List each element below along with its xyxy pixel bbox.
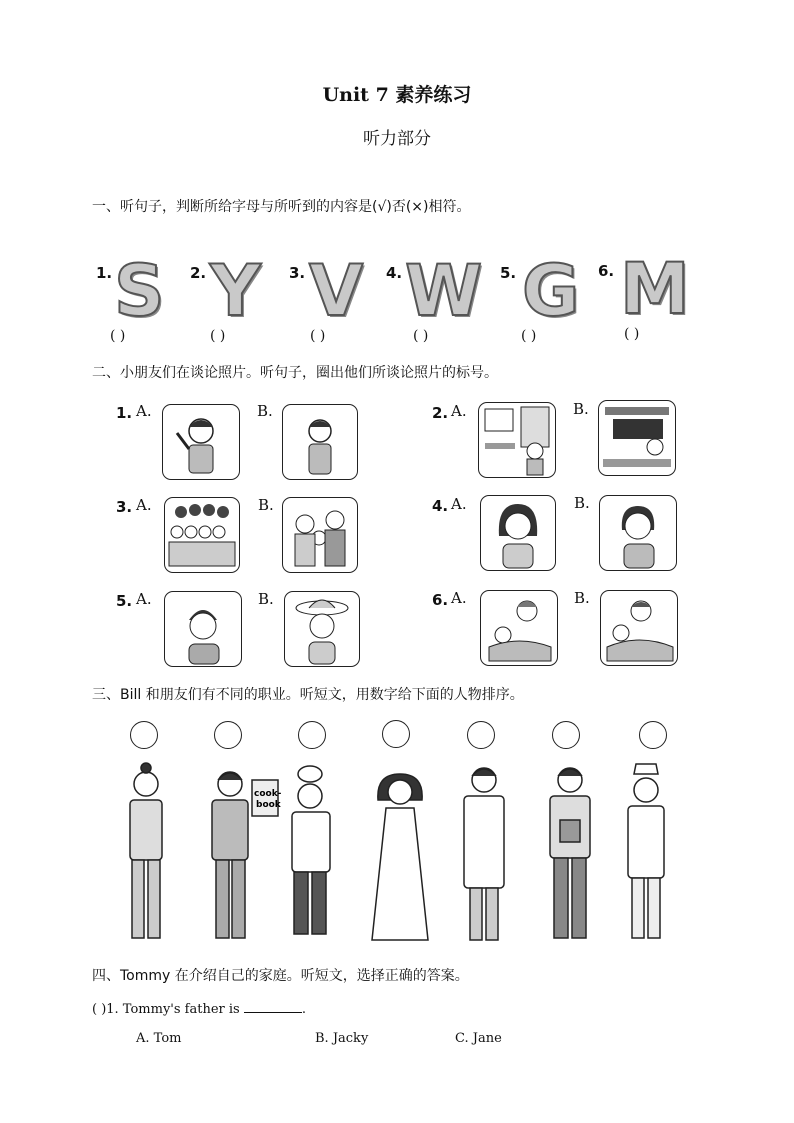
section4-instruction: 四、Tommy 在介绍自己的家庭。听短文，选择正确的答案。 xyxy=(92,968,469,984)
cookbook-label-line1: cook- xyxy=(254,789,282,799)
section2-instruction: 二、小朋友们在谈论照片。听句子，圈出他们所谈论照片的标号。 xyxy=(92,365,498,381)
option-b[interactable]: B. Jacky xyxy=(315,1031,369,1046)
classroom-blackboard-illustration xyxy=(599,401,675,475)
letter-item-num-1: 1. xyxy=(96,264,113,282)
letter-card-v: V xyxy=(309,250,364,332)
answer-blank-2[interactable]: ( ) xyxy=(210,328,226,344)
letter-card-s: S xyxy=(114,250,165,332)
photo-2a[interactable] xyxy=(478,402,556,478)
order-circle-2[interactable] xyxy=(214,721,242,749)
classroom-illustration xyxy=(479,403,555,477)
option-label-6a: A. xyxy=(451,589,467,607)
photo-item-num-2: 2. xyxy=(432,404,449,422)
photo-5b[interactable] xyxy=(284,591,360,667)
order-circle-1[interactable] xyxy=(130,721,158,749)
boy-standing-illustration xyxy=(283,405,357,479)
section1-instruction: 一、听句子，判断所给字母与所听到的内容是(√)否(×)相符。 xyxy=(92,199,471,215)
photo-6a[interactable] xyxy=(480,590,558,666)
order-circle-3[interactable] xyxy=(298,721,326,749)
option-label-4a: A. xyxy=(451,495,467,513)
order-circle-6[interactable] xyxy=(552,721,580,749)
page-title: Unit 7 素养练习 xyxy=(322,84,472,106)
answer-blank-3[interactable]: ( ) xyxy=(310,328,326,344)
answer-blank-6[interactable]: ( ) xyxy=(624,326,640,342)
photo-item-num-3: 3. xyxy=(116,498,133,516)
photo-item-num-5: 5. xyxy=(116,592,133,610)
girl-with-hat-illustration xyxy=(285,592,359,666)
photo-1b[interactable] xyxy=(282,404,358,480)
class-group-illustration xyxy=(165,498,239,572)
boy-waving-illustration xyxy=(163,405,239,479)
question-1 xyxy=(92,1000,306,1017)
woman-short-hair-illustration xyxy=(600,496,676,570)
answer-line[interactable] xyxy=(244,1000,302,1013)
option-c[interactable]: C. Jane xyxy=(455,1031,502,1046)
photo-item-num-6: 6. xyxy=(432,591,449,609)
grandpa-and-child-illustration xyxy=(601,591,677,665)
answer-blank-5[interactable]: ( ) xyxy=(521,328,537,344)
section3-instruction: 三、Bill 和朋友们有不同的职业。听短文，用数字给下面的人物排序。 xyxy=(92,687,524,703)
photo-5a[interactable] xyxy=(164,591,242,667)
grandma-and-child-illustration xyxy=(481,591,557,665)
option-label-5a: A. xyxy=(136,590,152,608)
option-label-2b: B. xyxy=(573,400,589,418)
option-label-6b: B. xyxy=(574,589,590,607)
photo-3a[interactable] xyxy=(164,497,240,573)
photo-6b[interactable] xyxy=(600,590,678,666)
order-circle-7[interactable] xyxy=(639,721,667,749)
page-subtitle: 听力部分 xyxy=(363,129,431,149)
answer-blank-1[interactable]: ( ) xyxy=(110,328,126,344)
photo-1a[interactable] xyxy=(162,404,240,480)
family-illustration xyxy=(283,498,357,572)
option-label-3b: B. xyxy=(258,496,274,514)
photo-item-num-1: 1. xyxy=(116,404,133,422)
letter-card-w: W xyxy=(405,250,483,332)
option-label-1b: B. xyxy=(257,402,273,420)
letter-card-y: Y xyxy=(210,250,261,332)
photo-3b[interactable] xyxy=(282,497,358,573)
letter-item-num-5: 5. xyxy=(500,264,517,282)
question-1-end: . xyxy=(301,1002,306,1017)
option-label-4b: B. xyxy=(574,494,590,512)
letter-item-num-4: 4. xyxy=(386,264,403,282)
letter-item-num-3: 3. xyxy=(289,264,306,282)
cookbook-label-line2: book xyxy=(256,800,281,810)
photo-2b[interactable] xyxy=(598,400,676,476)
order-circle-5[interactable] xyxy=(467,721,495,749)
photo-item-num-4: 4. xyxy=(432,497,449,515)
letter-item-num-6: 6. xyxy=(598,262,615,280)
option-label-5b: B. xyxy=(258,590,274,608)
letter-card-g: G xyxy=(522,250,580,332)
photo-4a[interactable] xyxy=(480,495,556,571)
option-label-1a: A. xyxy=(136,402,152,420)
woman-long-hair-illustration xyxy=(481,496,555,570)
boy-portrait-illustration xyxy=(165,592,241,666)
people-jobs-illustration xyxy=(110,760,690,955)
letter-card-m: M xyxy=(620,248,690,330)
option-label-2a: A. xyxy=(451,402,467,420)
question-1-text: ( )1. Tommy's father is xyxy=(92,1002,240,1017)
option-a[interactable]: A. Tom xyxy=(136,1031,182,1046)
photo-4b[interactable] xyxy=(599,495,677,571)
option-label-3a: A. xyxy=(136,496,152,514)
order-circle-4[interactable] xyxy=(382,720,410,748)
answer-blank-4[interactable]: ( ) xyxy=(413,328,429,344)
letter-item-num-2: 2. xyxy=(190,264,207,282)
